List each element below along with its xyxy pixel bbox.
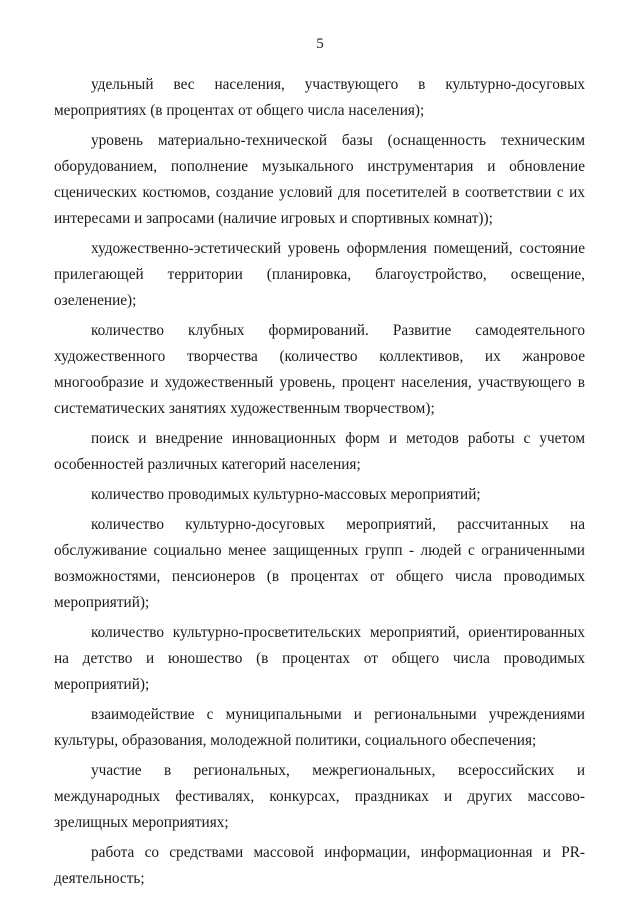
paragraph-11: работа со средствами массовой информации, информационная и PR-деятельность; xyxy=(54,844,585,887)
paragraph-9: взаимодействие с муниципальными и региональными учреждениями культуры, образования, молодежной политики, социального обеспечения; xyxy=(54,706,585,749)
paragraph-1: удельный вес населения, участвующего в культурно-досуговых мероприятиях (в процентах от общего числа населения); xyxy=(54,76,585,119)
paragraph-3: художественно-эстетический уровень оформления помещений, состояние прилегающей территории (планировка, благоустройство, освещение, озеленение); xyxy=(54,240,585,309)
paragraph-10: участие в региональных, межрегиональных, всероссийских и международных фестивалях, конкурсах, праздниках и других массово-зрелищных мероприятиях; xyxy=(54,762,585,831)
paragraph-8: количество культурно-просветительских мероприятий, ориентированных на детство и юношество (в процентах от общего числа проводимых мероприятий); xyxy=(54,624,585,693)
page-number: 5 xyxy=(316,36,324,52)
paragraph-7: количество культурно-досуговых мероприятий, рассчитанных на обслуживание социально менее защищенных групп - людей с ограниченными возможностями, пенсионеров (в процентах от общего числа проводимых мероприятий); xyxy=(54,516,585,611)
paragraph-2: уровень материально-технической базы (оснащенность техническим оборудованием, пополнение музыкального инструментария и обновление сценических костюмов, создание условий для посетителей в соответствии с их интересами и запросами (наличие игровых и спортивных комнат)); xyxy=(54,132,585,227)
document-body xyxy=(54,72,585,896)
paragraph-6: количество проводимых культурно-массовых мероприятий; xyxy=(91,486,481,503)
paragraph-4: количество клубных формирований. Развитие самодеятельного художественного творчества (количество коллективов, их жанровое многообразие и художественный уровень, процент населения, участвующего в систематических занятиях художественным творчеством); xyxy=(54,322,585,417)
paragraph-5: поиск и внедрение инновационных форм и методов работы с учетом особенностей различных категорий населения; xyxy=(54,430,585,473)
